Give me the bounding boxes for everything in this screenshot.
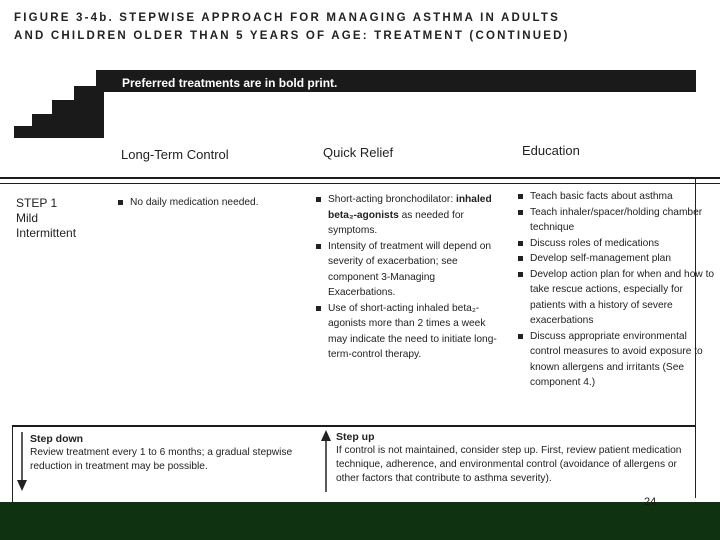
- education-list: [518, 189, 716, 391]
- column-header-quick-relief: Quick Relief: [323, 145, 394, 160]
- list-item: Develop self-management plan: [518, 251, 716, 267]
- step-down-text: Review treatment every 1 to 6 months; a gradual stepwise reduction in treatment may be possible.: [30, 447, 293, 472]
- list-item: Discuss appropriate environmental control measures to avoid exposure to known allergens and irritants (See component 4.): [518, 329, 716, 391]
- step-down-title: Step down: [30, 433, 84, 445]
- step-down-arrow-icon: [16, 432, 28, 492]
- figure-title-line2: AND CHILDREN OLDER THAN 5 YEARS OF AGE: TREATMENT (CONTINUED): [14, 30, 570, 42]
- column-header-education: Education: [522, 143, 580, 158]
- long-term-control-list: [118, 195, 308, 211]
- step-number: STEP 1: [16, 196, 58, 210]
- page-number: 24: [644, 496, 657, 508]
- list-item: Teach basic facts about asthma: [518, 189, 716, 205]
- footer-band: [0, 502, 720, 540]
- list-item: No daily medication needed.: [118, 195, 308, 211]
- quick-relief-item-text: Use of short-acting inhaled beta₂-agonists more than 2 times a week may indicate the need to initiate long-term-control therapy.: [328, 302, 497, 360]
- quick-relief-item-post: as needed for symptoms.: [328, 209, 464, 236]
- quick-relief-item-text: Intensity of treatment will depend on severity of exacerbation; see component 3-Managing Exacerbations.: [328, 240, 492, 298]
- figure-title-line1: FIGURE 3-4b. STEPWISE APPROACH FOR MANAGING ASTHMA IN ADULTS: [14, 12, 561, 24]
- list-item: [316, 301, 502, 363]
- left-border: [12, 426, 13, 502]
- step-up-text: If control is not maintained, consider step up. First, review patient medication technique, adherence, and environmental control (avoidance of allergens or other factors that contribute to asthma severity).: [336, 445, 682, 484]
- list-item: [316, 239, 502, 301]
- list-item: [316, 192, 502, 239]
- quick-relief-list: [316, 192, 502, 363]
- step-label: [16, 196, 76, 241]
- header-rule-thin: [0, 183, 720, 184]
- step-row-rule: [12, 425, 696, 427]
- list-item: Discuss roles of medications: [518, 236, 716, 252]
- step-up-title: Step up: [336, 431, 375, 443]
- quick-relief-item-bold: inhaled beta₂-agonists: [328, 194, 492, 221]
- header-rule: [0, 177, 720, 179]
- list-item: Develop action plan for when and how to take rescue actions, especially for patients with a history of severe exacerbations: [518, 267, 716, 329]
- quick-relief-item-text: Short-acting bronchodilator:: [328, 194, 454, 205]
- step-name-line2: Intermittent: [16, 226, 77, 240]
- list-item: Teach inhaler/spacer/holding chamber technique: [518, 205, 716, 236]
- column-header-long-term: Long-Term Control: [121, 147, 229, 162]
- step-name-line1: Mild: [16, 211, 39, 225]
- preferred-treatments-banner: Preferred treatments are in bold print.: [122, 76, 338, 90]
- step-up-arrow-icon: [320, 430, 332, 492]
